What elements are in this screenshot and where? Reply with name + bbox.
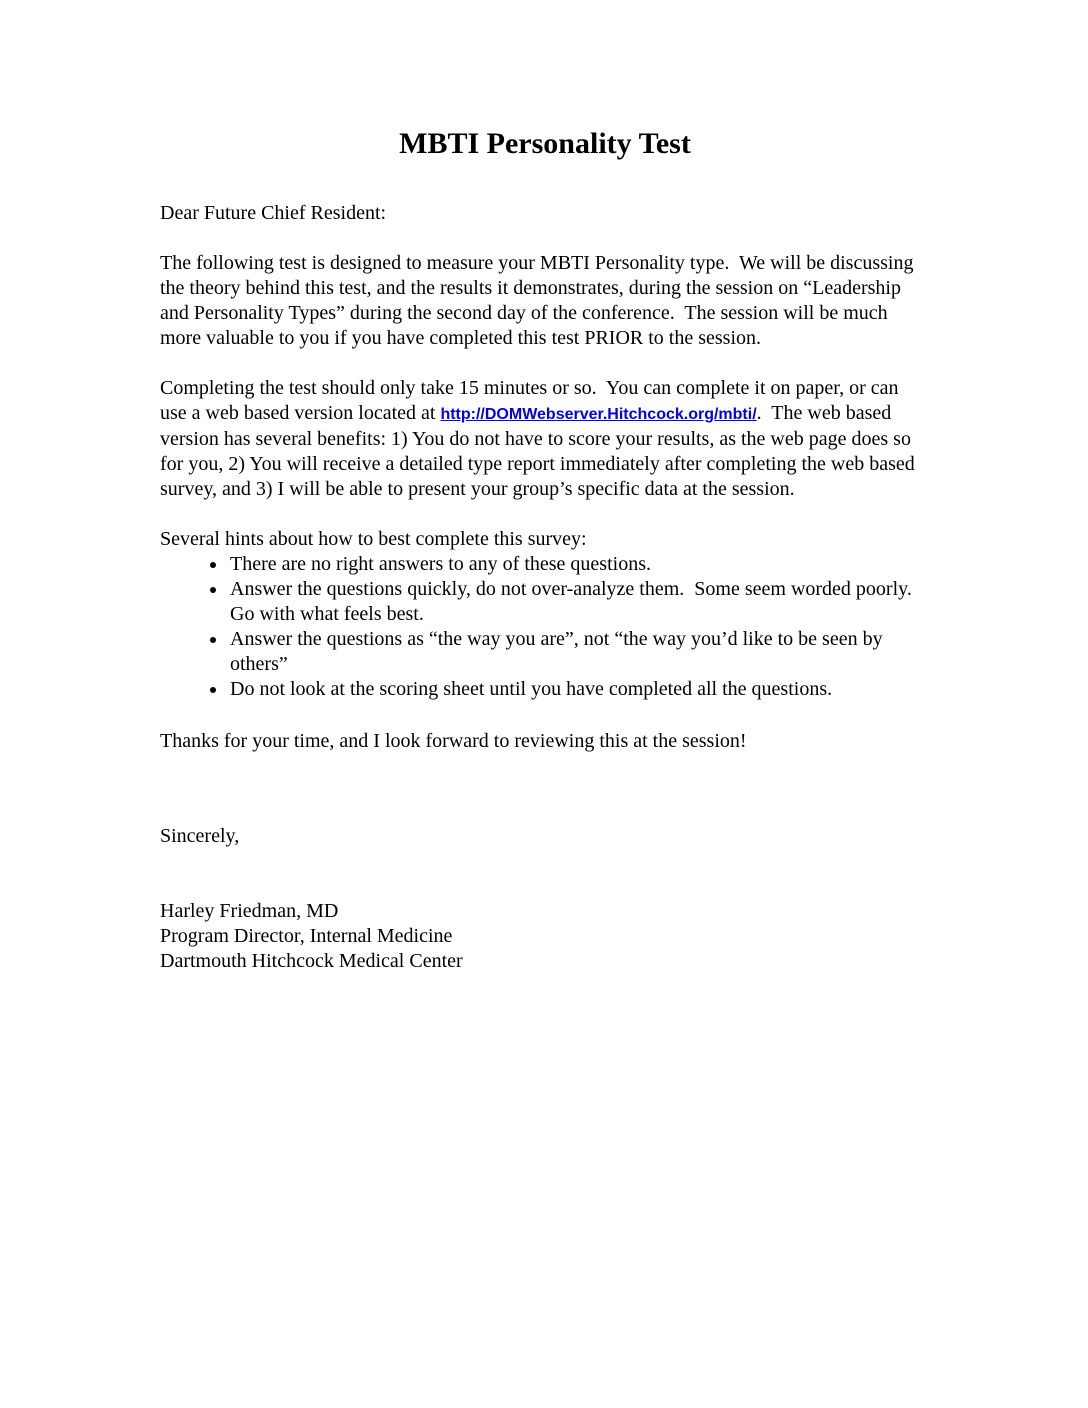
- hints-intro: Several hints about how to best complete this survey:: [160, 528, 587, 550]
- salutation: Dear Future Chief Resident:: [160, 202, 387, 224]
- signature-block: [160, 899, 930, 974]
- hint-item-way-you-are: • Answer the questions as “the way you are”, not “the way you’d like to be seen by others”: [228, 627, 930, 677]
- signature-title: Program Director, Internal Medicine: [160, 925, 453, 947]
- paragraph-instructions-post-link: . The web based version has several benefits: 1) You do not have to score your results, as the web page does so for you, 2) You will receive a detailed type report immediately after completing the web based survey, and 3) I will be able to present your group’s specific data at the session.: [160, 402, 920, 500]
- paragraph-instructions: [160, 376, 930, 502]
- hint-item-no-right-answers: • There are no right answers to any of these questions.: [228, 552, 930, 577]
- sign-off: Sincerely,: [160, 825, 240, 847]
- closing-thanks: Thanks for your time, and I look forward to reviewing this at the session!: [160, 730, 747, 752]
- paragraph-intro: The following test is designed to measure your MBTI Personality type. We will be discussing the theory behind this test, and the results it demonstrates, during the session on “Leadership and Personality Types” during the second day of the conference. The session will be much more valuable to you if you have completed this test PRIOR to the session.: [160, 252, 919, 349]
- hints-list: [160, 552, 930, 702]
- paragraph-instructions-pre-link: Completing the test should only take 15 minutes or so. You can complete it on paper, or can use a web based version located at: [160, 377, 904, 424]
- hint-item-scoring-sheet: • Do not look at the scoring sheet until you have completed all the questions.: [228, 677, 930, 702]
- signature-name: Harley Friedman, MD: [160, 900, 339, 922]
- document-title: MBTI Personality Test: [399, 127, 691, 160]
- hint-item-answer-quickly: • Answer the questions quickly, do not over-analyze them. Some seem worded poorly. Go with what feels best.: [228, 577, 930, 627]
- signature-organization: Dartmouth Hitchcock Medical Center: [160, 950, 463, 972]
- mbti-web-link[interactable]: http://DOMWebserver.Hitchcock.org/mbti/: [440, 406, 757, 423]
